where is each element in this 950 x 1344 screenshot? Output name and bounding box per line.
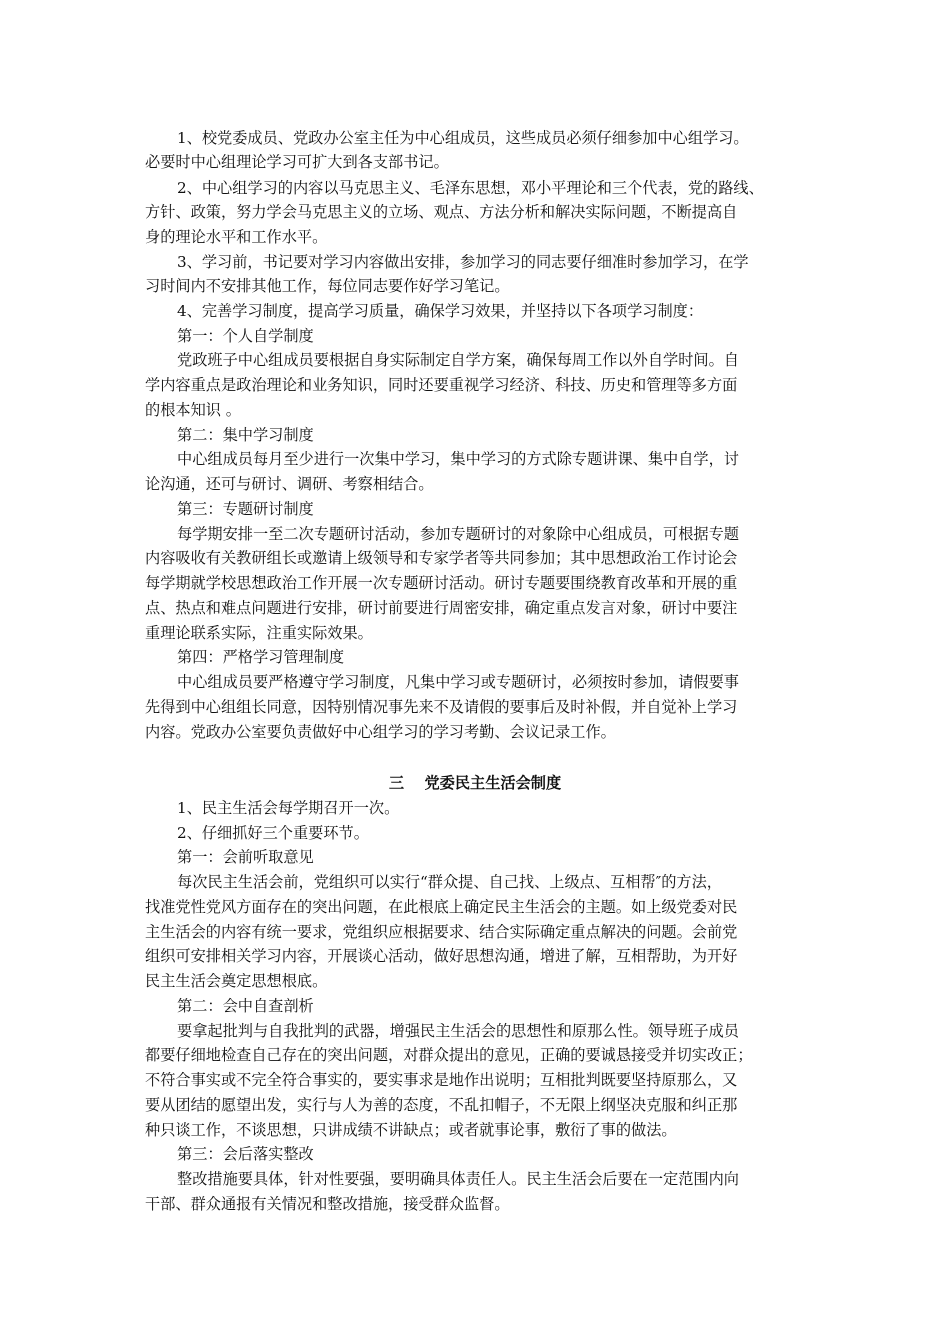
sub3-line-2: 内容吸收有关教研组长或邀请上级领导和专家学者等共同参加；其中思想政治工作讨论会	[145, 549, 738, 567]
s3-sub2-line-1: 要拿起批判与自我批判的武器，增强民主生活会的思想性和原那么性。领导班子成员	[177, 1022, 739, 1040]
sub3-line-3: 每学期就学校思想政治工作开展一次专题研讨活动。研讨专题要围绕教育改革和开展的重	[145, 574, 738, 592]
s3-sub2-line-4: 要从团结的愿望出发，实行与人为善的态度，不乱扣帽子，不无限上纲坚决克服和纠正那	[145, 1096, 738, 1114]
sub3-line-5: 重理论联系实际，注重实际效果。	[145, 624, 373, 642]
s3-sub1-line-1: 每次民主生活会前，党组织可以实行“群众提、自己找、上级点、互相帮″的方法，	[177, 873, 722, 891]
item2-line-1: 2、中心组学习的内容以马克思主义、毛泽东思想，邓小平理论和三个代表，党的路线、	[177, 179, 764, 197]
sub2-line-1: 中心组成员每月至少进行一次集中学习，集中学习的方式除专题讲课、集中自学，讨	[177, 450, 739, 468]
sub3-line-4: 点、热点和难点问题进行安排，研讨前要进行周密安排，确定重点发言对象，研讨中要注	[145, 599, 738, 617]
sub4-line-3: 内容。党政办公室要负责做好中心组学习的学习考勤、会议记录工作。	[145, 723, 616, 741]
s3-item1: 1、民主生活会每学期召开一次。	[177, 799, 400, 817]
s3-sub3-title: 第三：会后落实整改	[177, 1145, 314, 1163]
section-heading: 三 党委民主生活会制度	[388, 774, 562, 792]
item4-line: 4、完善学习制度，提高学习质量，确保学习效果，并坚持以下各项学习制度：	[177, 302, 704, 320]
sub1-line-3: 的根本知识 。	[145, 401, 241, 419]
s3-sub3-line-2: 干部、群众通报有关情况和整改措施，接受群众监督。	[145, 1195, 510, 1213]
item1-line-2: 必要时中心组理论学习可扩大到各支部书记。	[145, 153, 449, 171]
item3-line-2: 习时间内不安排其他工作，每位同志要作好学习笔记。	[145, 277, 510, 295]
s3-sub2-line-5: 种只谈工作，不谈思想，只讲成绩不讲缺点；或者就事论事，敷衍了事的做法。	[145, 1121, 677, 1139]
s3-sub2-line-3: 不符合事实或不完全符合事实的，要实事求是地作出说明；互相批判既要坚持原那么，又	[145, 1071, 738, 1089]
sub3-line-1: 每学期安排一至二次专题研讨活动，参加专题研讨的对象除中心组成员，可根据专题	[177, 525, 739, 543]
item1-line-1: 1、校党委成员、党政办公室主任为中心组成员，这些成员必须仔细参加中心组学习。	[177, 129, 749, 147]
s3-sub1-title: 第一：会前听取意见	[177, 848, 314, 866]
sub4-title: 第四：严格学习管理制度	[177, 648, 345, 666]
item3-line-1: 3、学习前，书记要对学习内容做出安排，参加学习的同志要仔细准时参加学习，在学	[177, 253, 749, 271]
s3-sub2-title: 第二：会中自查剖析	[177, 997, 314, 1015]
s3-sub3-line-1: 整改措施要具体，针对性要强，要明确具体责任人。民主生活会后要在一定范围内向	[177, 1170, 739, 1188]
sub2-title: 第二：集中学习制度	[177, 426, 314, 444]
sub4-line-1: 中心组成员要严格遵守学习制度，凡集中学习或专题研讨，必须按时参加，请假要事	[177, 673, 739, 691]
sub1-line-2: 学内容重点是政治理论和业务知识，同时还要重视学习经济、科技、历史和管理等多方面	[145, 376, 738, 394]
s3-sub1-line-4: 组织可安排相关学习内容，开展谈心活动，做好思想沟通，增进了解，互相帮助，为开好	[145, 947, 738, 965]
sub1-line-1: 党政班子中心组成员要根据自身实际制定自学方案，确保每周工作以外自学时间。自	[177, 351, 739, 369]
item2-line-3: 身的理论水平和工作水平。	[145, 228, 328, 246]
s3-sub1-line-3: 主生活会的内容有统一要求，党组织应根据要求、结合实际确定重点解决的问题。会前党	[145, 923, 738, 941]
sub4-line-2: 先得到中心组组长同意，因特别情况事先来不及请假的要事后及时补假，并自觉补上学习	[145, 698, 738, 716]
sub1-title: 第一：个人自学制度	[177, 327, 314, 345]
s3-sub2-line-2: 都要仔细地检查自己存在的突出问题，对群众提出的意见，正确的要诚恳接受并切实改正；	[145, 1046, 753, 1064]
item2-line-2: 方针、政策，努力学会马克思主义的立场、观点、方法分析和解决实际问题，不断提高自	[145, 203, 738, 221]
s3-item2: 2、仔细抓好三个重要环节。	[177, 824, 369, 842]
sub2-line-2: 论沟通，还可与研讨、调研、考察相结合。	[145, 475, 434, 493]
s3-sub1-line-2: 找准党性党风方面存在的突出问题，在此根底上确定民主生活会的主题。如上级党委对民	[145, 898, 738, 916]
sub3-title: 第三：专题研讨制度	[177, 500, 314, 518]
s3-sub1-line-5: 民主生活会奠定思想根底。	[145, 972, 328, 990]
